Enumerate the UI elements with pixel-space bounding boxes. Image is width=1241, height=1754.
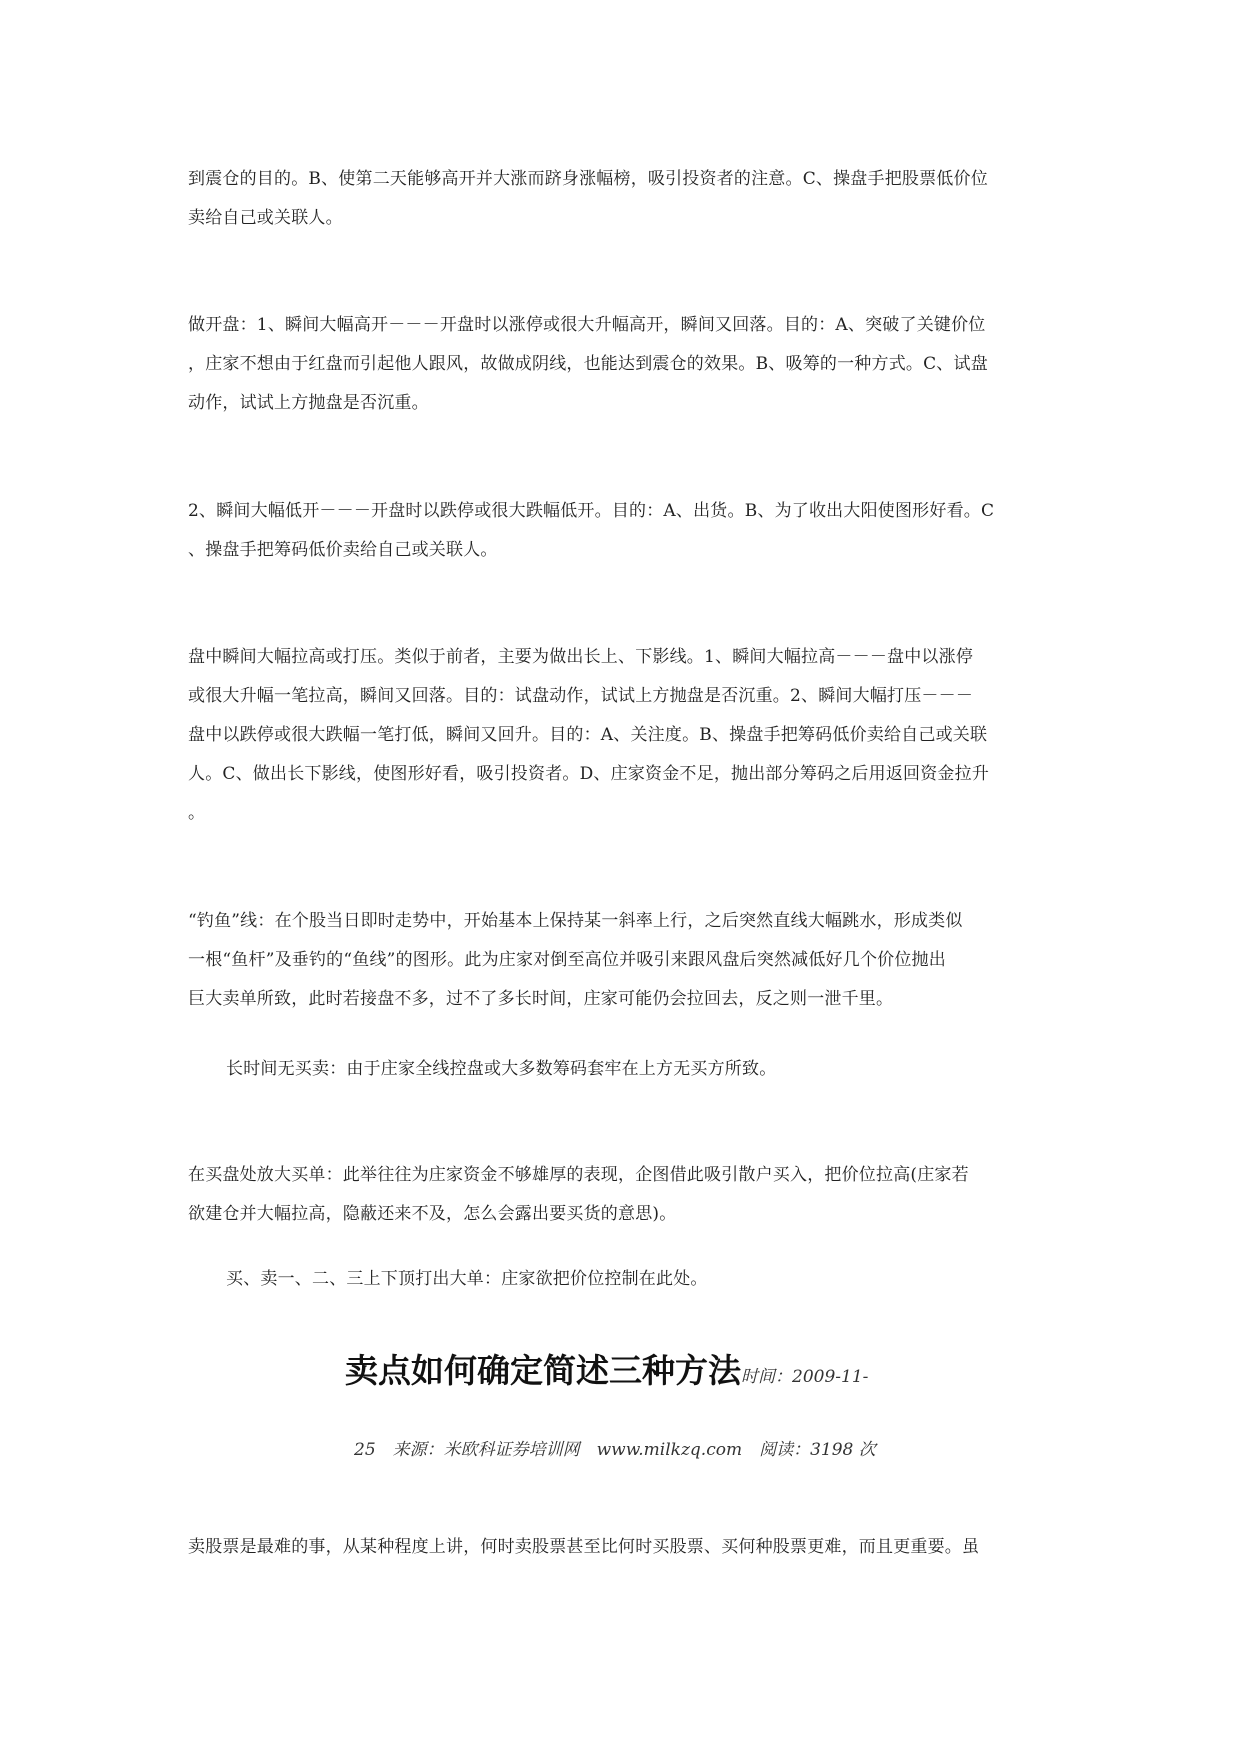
paragraph-intraday-spike — [188, 638, 1058, 833]
paragraph-article-intro — [188, 1528, 1058, 1567]
paragraph-large-buy-orders — [188, 1156, 1058, 1234]
text-line: 动作，试试上方抛盘是否沉重。 — [188, 393, 429, 413]
text-line: 盘中以跌停或很大跌幅一笔打低，瞬间又回升。目的：A、关注度。B、操盘手把筹码低价卖给自己或关联 — [188, 725, 988, 745]
text-line: 到震仓的目的。B、使第二天能够高开并大涨而跻身涨幅榜，吸引投资者的注意。C、操盘手把股票低价位 — [188, 169, 988, 189]
text-line: 一根“鱼杆”及垂钓的“鱼线”的图形。此为庄家对倒至高位并吸引来跟风盘后突然减低好几个价位抛出 — [188, 950, 946, 970]
text-line: 买、卖一、二、三上下顶打出大单：庄家欲把价位控制在此处。 — [226, 1269, 708, 1289]
text-line: 长时间无买卖：由于庄家全线控盘或大多数筹码套牢在上方无买方所致。 — [226, 1059, 777, 1079]
text-line: 或很大升幅一笔拉高，瞬间又回落。目的：试盘动作，试试上方抛盘是否沉重。2、瞬间大幅打压－－－ — [188, 686, 974, 706]
text-line: 。 — [188, 803, 206, 823]
text-line: 、操盘手把筹码低价卖给自己或关联人。 — [188, 540, 498, 560]
text-line: 盘中瞬间大幅拉高或打压。类似于前者，主要为做出长上、下影线。1、瞬间大幅拉高－－－盘中以涨停 — [188, 647, 974, 667]
text-line: 卖股票是最难的事，从某种程度上讲，何时卖股票甚至比何时买股票、买何种股票更难，而且更重要。虽 — [188, 1537, 980, 1557]
article-date: 时间：2009-11- — [741, 1367, 869, 1387]
text-line: 卖给自己或关联人。 — [188, 208, 343, 228]
paragraph-shake-out-purpose — [188, 160, 1058, 238]
paragraph-opening-high — [188, 306, 1058, 423]
text-line: ，庄家不想由于红盘而引起他人跟风，故做成阴线，也能达到震仓的效果。B、吸筹的一种方式。C、试盘 — [188, 354, 988, 374]
text-line: 巨大卖单所致，此时若接盘不多，过不了多长时间，庄家可能仍会拉回去，反之则一泄千里。 — [188, 989, 894, 1009]
article-meta: 25 来源：米欧科证券培训网 www.milkzq.com 阅读：3198 次 — [354, 1440, 876, 1460]
article-title: 卖点如何确定简述三种方法 — [345, 1351, 741, 1390]
paragraph-opening-low — [188, 492, 1058, 570]
text-line: “钓鱼”线：在个股当日即时走势中，开始基本上保持某一斜率上行，之后突然直线大幅跳水，形成类似 — [188, 911, 963, 931]
text-line: 在买盘处放大买单：此举往往为庄家资金不够雄厚的表现，企图借此吸引散户买入，把价位拉高(庄家若 — [188, 1165, 969, 1185]
text-line: 欲建仓并大幅拉高，隐蔽还来不及，怎么会露出要买货的意思)。 — [188, 1204, 677, 1224]
paragraph-fishing-line — [188, 902, 1058, 1019]
article-heading — [345, 1345, 868, 1392]
text-line: 人。C、做出长下影线，使图形好看，吸引投资者。D、庄家资金不足，抛出部分筹码之后用返回资金拉升 — [188, 764, 990, 784]
text-line: 2、瞬间大幅低开－－－开盘时以跌停或很大跌幅低开。目的：A、出货。B、为了收出大阳使图形好看。C — [188, 501, 995, 521]
paragraph-no-trades — [226, 1050, 1096, 1089]
paragraph-price-control — [226, 1260, 1096, 1299]
text-line: 做开盘：1、瞬间大幅高开－－－开盘时以涨停或很大升幅高开，瞬间又回落。目的：A、突破了关键价位 — [188, 315, 986, 335]
